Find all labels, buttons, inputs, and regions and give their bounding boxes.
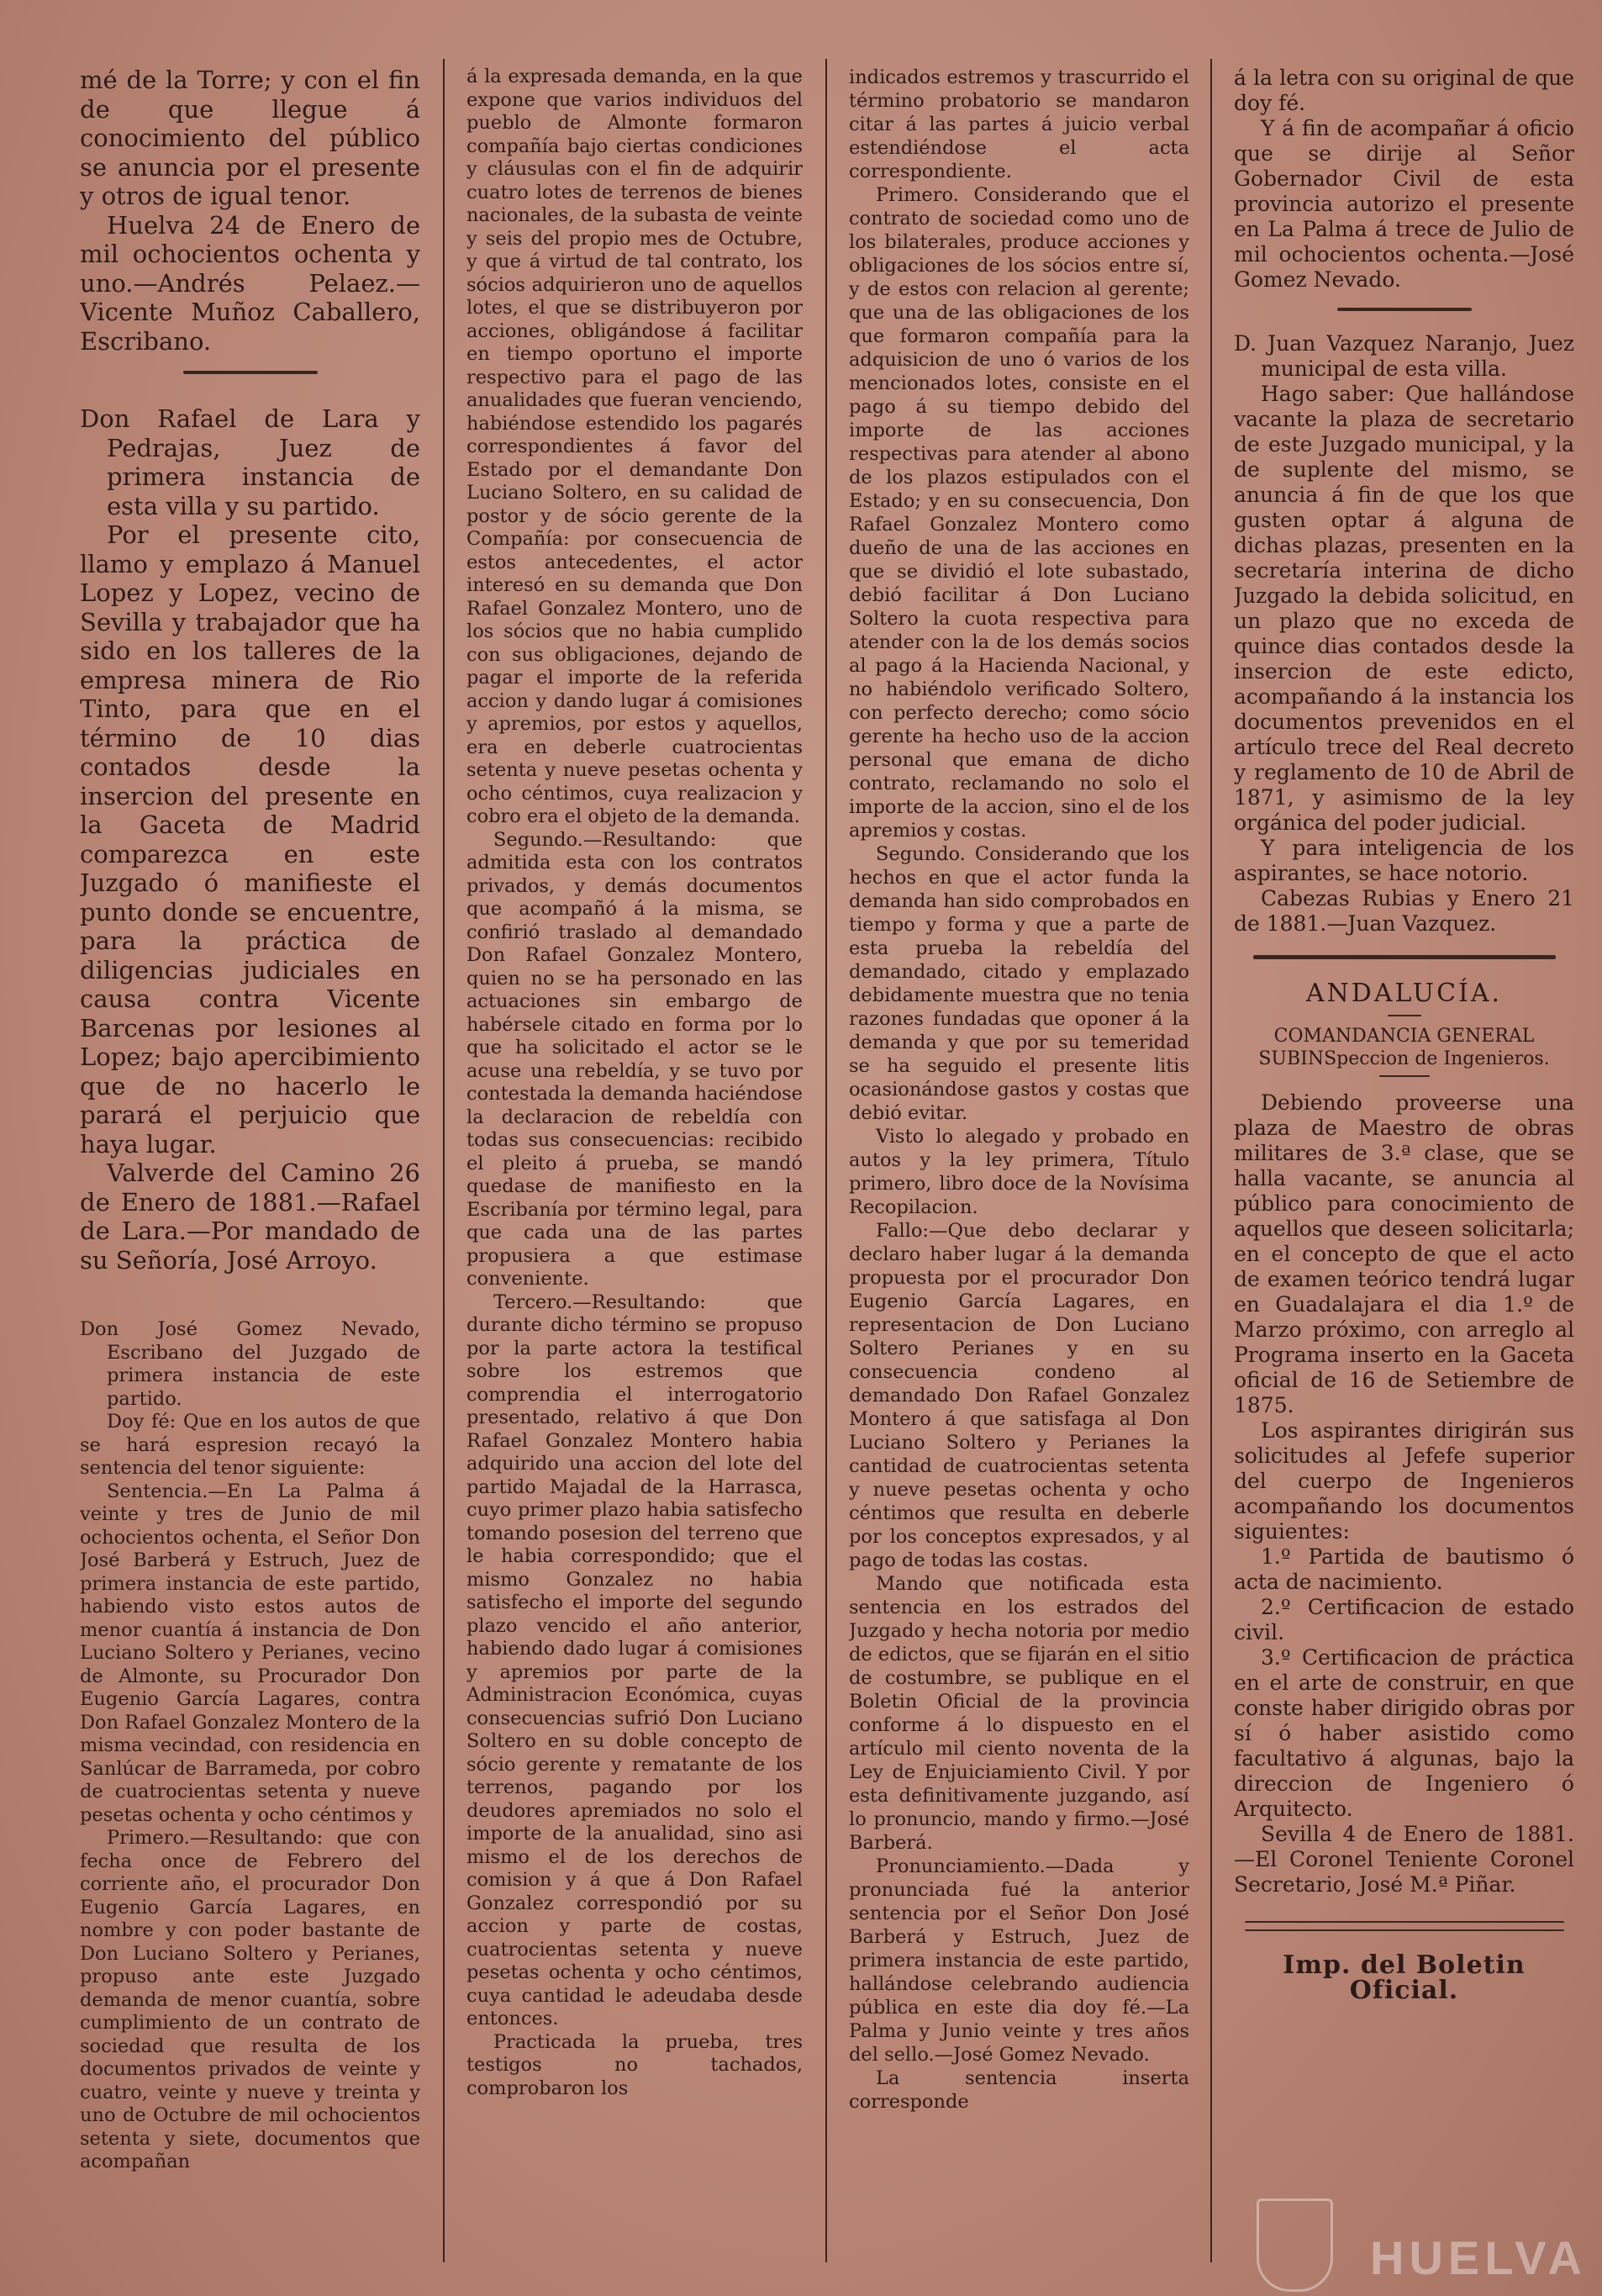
column-3 (849, 66, 1189, 2246)
separator (1379, 1075, 1430, 1077)
notice-header: D. Juan Vazquez Naranjo, Juez municipal de esta villa. (1234, 331, 1574, 381)
paragraph: Huelva 24 de Enero de mil ochocientos ochenta y uno.—Andrés Pelaez.—Vicente Muñoz Caballero, Escribano. (80, 210, 420, 356)
paragraph: Practicada la prueba, tres testigos no tachados, comprobaron los (466, 2030, 803, 2099)
paragraph: Valverde del Camino 26 de Enero de 1881.—Rafael de Lara.—Por mandado de su Señoría, José Arroyo. (80, 1159, 420, 1275)
separator (1337, 308, 1472, 311)
paragraph: La sentencia inserta corresponde (849, 2067, 1189, 2113)
column-1 (80, 66, 420, 2246)
coat-of-arms-icon (1257, 2198, 1333, 2292)
paragraph: 1.º Partida de bautismo ó acta de nacimiento. (1234, 1544, 1574, 1594)
paragraph: Y para inteligencia de los aspirantes, se hace notorio. (1234, 836, 1574, 885)
paragraph: Fallo:—Que debo declarar y declaro haber lugar á la demanda propuesta por el procurador Don Eugenio García Lagares, en representacion de Don Luciano Soltero Perianes y en su consecuencia condeno al demandado Don Rafael Gonzalez Montero á que satisfaga al Don Luciano Soltero y Perianes la cantidad de cuatrocientas setenta y nueve pesetas ochenta y ocho céntimos que resulta en deberle por los conceptos expresados, y al pago de todas las costas. (849, 1220, 1189, 1571)
paragraph: Tercero.—Resultando: que durante dicho término se propuso por la parte actora la testifical sobre los estremos que comprendia el interrogatorio presentado, relativo á que Don Rafael Gonzalez Montero habia adquirido una accion del lote del partido Majadal de la Harrasca, cuyo primer plazo habia satisfecho tomando posesion del terreno que le habia correspondido; que el mismo Gonzalez no habia satisfecho el importe del segundo plazo vencido el año anterior, habiendo dado lugar á comisiones y apremios por parte de la Administracion Económica, cuyas consecuencias sufrió Don Luciano Soltero en su doble concepto de sócio gerente y rematante de los terrenos, pagando por los deudores apremiados no solo el importe de la anualidad, sino asi mismo el de los derechos de comision y á que á Don Rafael Gonzalez correspondió por su accion y parte de costas, cuatrocientas setenta y nueve pesetas ochenta y ocho céntimos, cuya cantidad le adeudaba desde entonces. (466, 1291, 803, 2029)
paragraph: Debiendo proveerse una plaza de Maestro de obras militares de 3.ª clase, que se halla vacante, se anuncia al público para conocimiento de aquellos que deseen solicitarla; en el concepto de que el acto de examen teórico tendrá lugar en Guadalajara el dia 1.º de Marzo próximo, con arreglo al Programa inserto en la Gaceta oficial de 16 de Setiembre de 1875. (1234, 1090, 1574, 1417)
paragraph: Y á fin de acompañar á oficio que se dirije al Señor Gobernador Civil de esta provincia autorizo el presente en La Palma á trece de Julio de mil ochocientos ochenta.—José Gomez Nevado. (1234, 116, 1574, 292)
paragraph: Visto lo alegado y probado en autos y la ley primera, Título primero, libro doce de la Novísima Recopilacion. (849, 1126, 1189, 1218)
paragraph: á la letra con su original de que doy fé. (1234, 66, 1574, 115)
separator (1388, 1015, 1421, 1016)
paragraph: 3.º Certificacion de práctica en el arte de construir, en que conste haber dirigido obras por sí ó haber asistido como facultativo á algunas, bajo la direccion de Ingeniero ó Arquitecto. (1234, 1645, 1574, 1821)
separator (1253, 955, 1556, 959)
paragraph: Pronunciamiento.—Dada y pronunciada fué la anterior sentencia por el Señor Don José Barberá y Estruch, Juez de primera instancia de este partido, hallándose celebrando audiencia pública en este dia doy fé.—La Palma y Junio veinte y tres años del sello.—José Gomez Nevado. (849, 1855, 1189, 2066)
imprint: Imp. del Boletin Oficial. (1283, 1950, 1526, 2005)
paragraph: indicados estremos y trascurrido el término probatorio se mandaron citar á las partes á juicio verbal estendiéndose el acta correspondiente. (849, 66, 1189, 182)
paragraph: Mando que notificada esta sentencia en los estrados del Juzgado y hecha notoria por medio de edictos, que se fijarán en el sitio de costumbre, se publique en el Boletin Oficial de la provincia conforme á lo dispuesto en el artículo mil ciento noventa de la Ley de Enjuiciamiento Civil. Y por esta definitivamente juzgando, así lo pronuncio, mando y firmo.—José Barberá. (849, 1573, 1189, 1854)
column-rule (825, 59, 827, 2262)
paragraph: Los aspirantes dirigirán sus solicitudes al Jefefe superior del cuerpo de Ingenieros acompañando los documentos siguientes: (1234, 1418, 1574, 1544)
section-title: ANDALUCÍA. (1305, 979, 1503, 1008)
paragraph: Sentencia.—En La Palma á veinte y tres de Junio de mil ochocientos ochenta, el Señor Don José Barberá y Estruch, Juez de primera instancia de este partido, habiendo visto estos autos de menor cuantía á instancia de Don Luciano Soltero y Perianes, vecino de Almonte, su Procurador Don Eugenio García Lagares, contra Don Rafael Gonzalez Montero de la misma vecindad, con residencia en Sanlúcar de Barrameda, por cobro de cuatrocientas setenta y nueve pesetas ochenta y ocho céntimos y (80, 1480, 420, 1826)
column-2 (466, 66, 803, 2246)
paragraph: mé de la Torre; y con el fin de que llegue á conocimiento del público se anuncia por el presente y otros de igual tenor. (80, 66, 420, 210)
notice-header: Don José Gomez Nevado, Escribano del Juzgado de primera instancia de este partido. (80, 1318, 420, 1410)
separator (183, 371, 318, 374)
column-4 (1234, 66, 1574, 2246)
paragraph: Cabezas Rubias y Enero 21 de 1881.—Juan Vazquez. (1234, 886, 1574, 936)
paragraph: Primero. Considerando que el contrato de sociedad como uno de los bilaterales, produce acciones y obligaciones de los sócios entre sí, y de estos con relacion al gerente; que una de las obligaciones de los que formaron compañía para la adquisicion de uno ó varios de los mencionados lotes, consiste en el pago á su tiempo debido del importe de las acciones respectivas para atender al abono de los plazos estipulados con el Estado; y en su consecuencia, Don Rafael Gonzalez Montero como dueño de una de las acciones en que se dividió el lote subastado, debió facilitar á Don Luciano Soltero la cuota respectiva para atender con la de los demás socios al pago á la Hacienda Nacional, y no habiéndolo verificado Soltero, con perfecto derecho; como sócio gerente ha hecho uso de la accion personal que emana de dicho contrato, reclamando no solo el importe de la accion, sino el de los apremios y costas. (849, 184, 1189, 842)
paragraph: á la expresada demanda, en la que expone que varios individuos del pueblo de Almonte formaron compañía bajo ciertas condiciones y cláusulas con el fin de adquirir cuatro lotes de terrenos de bienes nacionales, de la subasta de veinte y seis del propio mes de Octubre, y que á virtud de tal contrato, los sócios adquirieron uno de aquellos lotes, el que se distribuyeron por acciones, obligándose á facilitar en tiempo oportuno el importe respectivo para el pago de las anualidades que fueran venciendo, habiéndose estendido los pagarés correspondientes á favor del Estado por el demandante Don Luciano Soltero, en su calidad de postor y de sócio gerente de la Compañía: por consecuencia de estos antecedentes, el actor interesó en su demanda que Don Rafael Gonzalez Montero, uno de los sócios que no habia cumplido con sus obligaciones, dejando de pagar el importe de la referida accion y dando lugar á comisiones y apremios, por estos y aquellos, era en deberle cuatrocientas setenta y nueve pesetas ochenta y ocho céntimos, cuya realizacion y cobro era el objeto de la demanda. (466, 66, 803, 827)
separator (1245, 1921, 1564, 1931)
paragraph: Doy fé: Que en los autos de que se hará espresion recayó la sentencia del tenor siguiente: (80, 1411, 420, 1479)
watermark-text: HUELVA (1370, 2231, 1587, 2284)
paragraph: Segundo. Considerando que los hechos en que el actor funda la demanda han sido comprobados en tiempo y forma y que a parte de esta prueba la rebeldía del demandado, citado y emplazado debidamente muestra que no tenia razones fundadas que oponer á la demanda y que por su temeridad se ha seguido el presente litis ocasionándose gastos y costas que debió evitar. (849, 843, 1189, 1124)
paragraph: 2.º Certificacion de estado civil. (1234, 1595, 1574, 1644)
column-rule (443, 59, 445, 2262)
paragraph: Primero.—Resultando: que con fecha once de Febrero del corriente año, el procurador Don Eugenio García Lagares, en nombre y con poder bastante de Don Luciano Soltero y Perianes, propuso ante este Juzgado demanda de menor cuantía, sobre cumplimiento de un contrato de sociedad que resulta de los documentos privados de veinte y cuatro, veinte y nueve y treinta y uno de Octubre de mil ochocientos setenta y siete, documentos que acompañan (80, 1827, 420, 2172)
archive-watermark (1257, 2190, 1601, 2291)
paragraph: Segundo.—Resultando: que admitida esta con los contratos privados, y demás documentos que acompañó á la misma, se confirió traslado al demandado Don Rafael Gonzalez Montero, quien no se ha personado en las actuaciones sin embargo de habérsele citado en forma por lo que ha solicitado el actor se le acuse una rebeldía, y se tuvo por contestada la demanda haciéndose la declaracion de rebeldía con todas sus consecuencias: recibido el pleito á prueba, se mandó quedase de manifiesto en la Escribanía por término legal, para que cada una de las partes propusiera a que estimase conveniente. (466, 828, 803, 1290)
column-rule (1210, 59, 1212, 2262)
section-subtitle: COMANDANCIA GENERAL SUBINSpeccion de Ingenieros. (1258, 1026, 1550, 1069)
paragraph: Hago saber: Que hallándose vacante la plaza de secretario de este Juzgado municipal, y la de suplente del mismo, se anuncia á fin de que los que gusten optar á alguna de dichas plazas, presenten en la secretaría interina de dicho Juzgado la debida solicitud, en un plazo que no exceda de quince dias contados desde la insercion de este edicto, acompañando á la instancia los documentos prevenidos en el artículo trece del Real decreto y reglamento de 10 de Abril de 1871, y asimismo de la ley orgánica del poder judicial. (1234, 382, 1574, 835)
paragraph: Por el presente cito, llamo y emplazo á Manuel Lopez y Lopez, vecino de Sevilla y trabajador que ha sido en los talleres de la empresa minera de Rio Tinto, para que en el término de 10 dias contados desde la insercion del presente en la Gaceta de Madrid comparezca en este Juzgado ó manifieste el punto donde se encuentre, para la práctica de diligencias judiciales en causa contra Vicente Barcenas por lesiones al Lopez; bajo apercibimiento que de no hacerlo le parará el perjuicio que haya lugar. (80, 520, 420, 1159)
notice-header: Don Rafael de Lara y Pedrajas, Juez de primera instancia de esta villa y su partido. (80, 404, 420, 520)
paragraph: Sevilla 4 de Enero de 1881.—El Coronel Teniente Coronel Secretario, José M.ª Piñar. (1234, 1822, 1574, 1897)
